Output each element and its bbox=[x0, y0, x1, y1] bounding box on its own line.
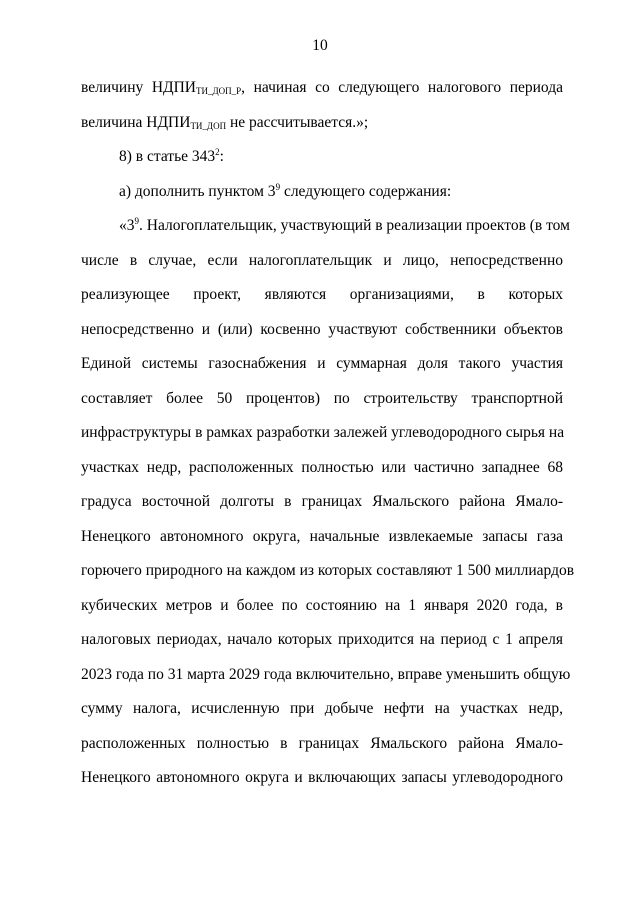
body-text bbox=[81, 71, 575, 796]
text-line-15: горючего природного на каждом из которых составляют 1 500 миллиардов bbox=[81, 562, 575, 579]
text-line-4 bbox=[81, 175, 563, 210]
text-line-5-part-b: . Налогоплательщик, участвующий в реализации проектов (в том bbox=[139, 217, 570, 234]
text-line-8: непосредственно и (или) косвенно участвуют собственники объектов bbox=[81, 320, 563, 338]
text-line-2-part-a: величина НДПИ bbox=[81, 113, 191, 131]
text-line-3-part-a: 8) в статье 343 bbox=[119, 148, 216, 165]
text-line-16: кубических метров и более по состоянию на 1 января 2020 года, в bbox=[81, 596, 563, 614]
text-line-21: Ненецкого автономного округа и включающих запасы углеводородного bbox=[81, 769, 563, 786]
text-line-5 bbox=[81, 209, 570, 244]
text-line-12: участках недр, расположенных полностью или частично западнее 68 bbox=[81, 458, 563, 476]
page-number: 10 bbox=[312, 37, 328, 54]
text-line-13: градуса восточной долготы в границах Ямальского района Ямало- bbox=[81, 493, 563, 510]
subscript: ТИ_ДОП bbox=[190, 120, 227, 131]
text-line-14: Ненецкого автономного округа, начальные извлекаемые запасы газа bbox=[81, 527, 563, 545]
text-line-4-part-a: а) дополнить пунктом 3 bbox=[119, 182, 276, 200]
text-line-3 bbox=[81, 140, 563, 175]
text-line-7: реализующее проект, являются организациями, в которых bbox=[81, 286, 563, 303]
superscript: 9 bbox=[275, 181, 281, 192]
text-line-9: Единой системы газоснабжения и суммарная доля такого участия bbox=[81, 355, 563, 372]
text-line-20: расположенных полностью в границах Ямальского района Ямало- bbox=[81, 734, 563, 752]
text-line-2-part-b: не рассчитывается.»; bbox=[226, 113, 369, 131]
text-line-1-part-a: величину НДПИ bbox=[81, 79, 196, 96]
text-line-1 bbox=[81, 71, 563, 106]
text-line-2 bbox=[81, 106, 563, 141]
text-line-4-part-b: следующего содержания: bbox=[280, 182, 452, 200]
superscript: 2 bbox=[215, 147, 220, 157]
text-line-11: инфраструктуры в рамках разработки залежей углеводородного сырья на bbox=[81, 424, 565, 441]
text-line-6: числе в случае, если налогоплательщик и лицо, непосредственно bbox=[81, 251, 563, 269]
text-line-17: налоговых периодах, начало которых приходится на период с 1 апреля bbox=[81, 631, 563, 648]
subscript: ТИ_ДОП_Р bbox=[196, 86, 242, 96]
text-line-1-part-b: , начиная со следующего налогового периода bbox=[241, 79, 563, 96]
text-line-3-part-b: : bbox=[219, 148, 224, 165]
superscript: 9 bbox=[134, 216, 139, 226]
text-line-19: сумму налога, исчисленную при добыче нефти на участках недр, bbox=[81, 700, 563, 717]
text-line-5-part-a: «3 bbox=[119, 217, 135, 234]
text-line-10: составляет более 50 процентов) по строительству транспортной bbox=[81, 389, 563, 407]
text-line-18: 2023 года по 31 марта 2029 года включительно, вправе уменьшить общую bbox=[81, 665, 571, 683]
